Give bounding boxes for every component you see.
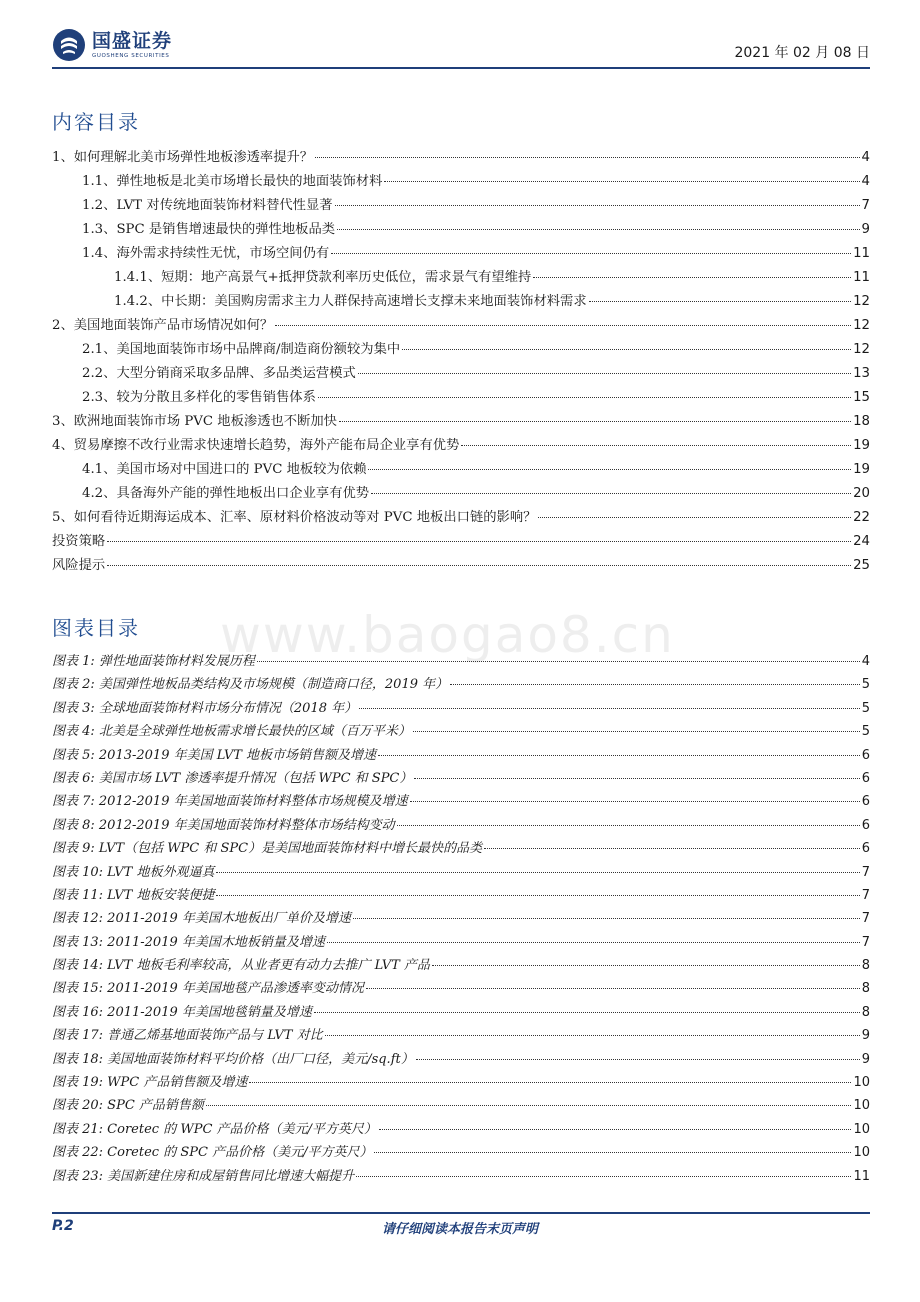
toc-entry-page: 4 — [861, 150, 870, 165]
dot-leader — [379, 1129, 852, 1130]
logo-name-cn: 国盛证券 — [92, 30, 173, 52]
dot-leader — [339, 421, 851, 422]
toc-entry-page: 22 — [853, 510, 870, 525]
table-of-contents — [52, 146, 870, 578]
figure-entry-label: 图表 16: 2011-2019 年美国地毯销量及增速 — [52, 1004, 312, 1020]
figure-entry[interactable] — [52, 744, 870, 767]
dot-leader — [325, 1035, 860, 1036]
toc-entry-label: 1.1、弹性地板是北美市场增长最快的地面装饰材料 — [82, 174, 383, 189]
figure-entry-page: 10 — [853, 1145, 870, 1161]
figure-entry[interactable] — [52, 673, 870, 696]
dot-leader — [335, 205, 860, 206]
dot-leader — [366, 988, 860, 989]
toc-entry-label: 4.2、具备海外产能的弹性地板出口企业享有优势 — [82, 486, 370, 501]
figure-entry[interactable] — [52, 1024, 870, 1047]
dot-leader — [410, 801, 860, 802]
toc-entry[interactable] — [52, 146, 870, 170]
figure-entry[interactable] — [52, 650, 870, 673]
toc-entry-label: 2、美国地面装饰产品市场情况如何？ — [52, 318, 274, 333]
toc-entry-label: 2.2、大型分销商采取多品牌、多品类运营模式 — [82, 366, 356, 381]
dot-leader — [331, 253, 851, 254]
toc-entry-label: 1、如何理解北美市场弹性地板渗透率提升？ — [52, 150, 314, 165]
figure-entry-page: 6 — [861, 770, 870, 786]
figure-entry-label: 图表 5: 2013-2019 年美国 LVT 地板市场销售额及增速 — [52, 747, 377, 763]
figure-entry[interactable] — [52, 697, 870, 720]
dot-leader — [107, 565, 851, 566]
dot-leader — [315, 157, 859, 158]
figure-entry[interactable] — [52, 837, 870, 860]
dot-leader — [413, 731, 860, 732]
toc-entry-label: 1.4、海外需求持续性无忧，市场空间仍有 — [82, 246, 330, 261]
toc-entry-page: 19 — [853, 462, 870, 477]
toc-entry[interactable] — [52, 386, 870, 410]
toc-entry[interactable] — [52, 266, 870, 290]
toc-entry-page: 4 — [861, 174, 870, 189]
figure-entry-page: 6 — [861, 794, 870, 810]
figure-entry-page: 7 — [861, 864, 870, 880]
dot-leader — [356, 1176, 851, 1177]
toc-entry-label: 投资策略 — [52, 534, 106, 549]
figure-entry-label: 图表 4: 北美是全球弹性地板需求增长最快的区域（百万平米） — [52, 724, 411, 740]
toc-entry-page: 11 — [853, 270, 870, 285]
figure-entry-label: 图表 20: SPC 产品销售额 — [52, 1098, 204, 1114]
toc-entry[interactable] — [52, 170, 870, 194]
figure-entry-label: 图表 1: 弹性地面装饰材料发展历程 — [52, 654, 255, 669]
figure-entry-label: 图表 8: 2012-2019 年美国地面装饰材料整体市场结构变动 — [52, 817, 395, 833]
toc-entry-page: 12 — [853, 318, 870, 333]
dot-leader — [368, 469, 851, 470]
toc-entry-page: 15 — [853, 390, 870, 405]
toc-entry-page: 12 — [853, 342, 870, 357]
toc-entry[interactable] — [52, 482, 870, 506]
toc-entry-label: 4.1、美国市场对中国进口的 PVC 地板较为依赖 — [82, 462, 367, 477]
figure-entry[interactable] — [52, 907, 870, 930]
dot-leader — [378, 755, 860, 756]
dot-leader — [337, 229, 859, 230]
figure-entry[interactable] — [52, 1141, 870, 1164]
figure-entry-page: 4 — [861, 654, 870, 669]
toc-entry[interactable] — [52, 290, 870, 314]
figure-entry-page: 5 — [861, 700, 870, 716]
toc-entry-page: 12 — [853, 294, 870, 309]
figure-entry-page: 8 — [861, 958, 870, 974]
figure-entry[interactable] — [52, 814, 870, 837]
dot-leader — [402, 349, 851, 350]
figure-entry-label: 图表 6: 美国市场 LVT 渗透率提升情况（包括 WPC 和 SPC） — [52, 770, 413, 786]
figure-entry-label: 图表 7: 2012-2019 年美国地面装饰材料整体市场规模及增速 — [52, 794, 408, 810]
figure-entry-label: 图表 3: 全球地面装饰材料市场分布情况（2018 年） — [52, 700, 358, 716]
figure-entry-page: 10 — [853, 1075, 870, 1091]
figure-entry-page: 9 — [861, 1028, 870, 1044]
toc-entry[interactable] — [52, 362, 870, 386]
figure-entry-page: 8 — [861, 981, 870, 997]
toc-entry-page: 13 — [853, 366, 870, 381]
figure-entry-label: 图表 18: 美国地面装饰材料平均价格（出厂口径，美元/sq.ft） — [52, 1051, 414, 1067]
toc-entry-page: 7 — [861, 198, 870, 213]
toc-entry-label: 4、贸易摩擦不改行业需求快速增长趋势，海外产能布局企业享有优势 — [52, 438, 460, 453]
figure-entry-label: 图表 14: LVT 地板毛利率较高，从业者更有动力去推广 LVT 产品 — [52, 958, 430, 974]
dot-leader — [359, 708, 860, 709]
figure-entry-page: 5 — [861, 677, 870, 693]
toc-entry-label: 1.2、LVT 对传统地面装饰材料替代性显著 — [82, 198, 333, 213]
toc-entry-label: 风险提示 — [52, 558, 106, 573]
dot-leader — [414, 778, 859, 779]
figure-entry-label: 图表 12: 2011-2019 年美国木地板出厂单价及增速 — [52, 911, 351, 927]
dot-leader — [538, 517, 851, 518]
guosheng-logo-icon — [52, 28, 86, 62]
figure-entry[interactable] — [52, 954, 870, 977]
toc-entry[interactable] — [52, 314, 870, 338]
toc-entry[interactable] — [52, 506, 870, 530]
figure-entry[interactable] — [52, 1001, 870, 1024]
dot-leader — [216, 872, 859, 873]
dot-leader — [461, 445, 851, 446]
figure-entry-label: 图表 2: 美国弹性地板品类结构及市场规模（制造商口径，2019 年） — [52, 677, 449, 693]
figure-entry[interactable] — [52, 1094, 870, 1117]
toc-entry-label: 1.4.2、中长期：美国购房需求主力人群保持高速增长支撑未来地面装饰材料需求 — [114, 294, 587, 309]
figure-entry[interactable] — [52, 931, 870, 954]
dot-leader — [371, 493, 851, 494]
toc-entry[interactable] — [52, 530, 870, 554]
toc-entry[interactable] — [52, 218, 870, 242]
figure-entry-label: 图表 10: LVT 地板外观逼真 — [52, 864, 215, 880]
figure-entry[interactable] — [52, 720, 870, 743]
figure-entry-page: 7 — [861, 911, 870, 927]
page-header — [52, 28, 870, 68]
dot-leader — [358, 373, 851, 374]
toc-entry[interactable] — [52, 554, 870, 578]
toc-entry-page: 24 — [853, 534, 870, 549]
toc-entry-page: 9 — [861, 222, 870, 237]
report-date: 2021 年 02 月 08 日 — [734, 45, 870, 61]
toc-entry[interactable] — [52, 410, 870, 434]
figure-entry-page: 5 — [861, 724, 870, 740]
figure-entry-label: 图表 21: Coretec 的 WPC 产品价格（美元/平方英尺） — [52, 1121, 377, 1137]
figure-entry-page: 6 — [861, 817, 870, 833]
dot-leader — [257, 661, 860, 662]
figure-entry-label: 图表 9: LVT（包括 WPC 和 SPC）是美国地面装饰材料中增长最快的品类 — [52, 841, 483, 857]
dot-leader — [432, 965, 860, 966]
figure-entry-page: 9 — [861, 1051, 870, 1067]
dot-leader — [314, 1012, 860, 1013]
toc-entry[interactable] — [52, 242, 870, 266]
figure-list-title: 图表目录 — [52, 616, 140, 640]
figure-entry-label: 图表 23: 美国新建住房和成屋销售同比增速大幅提升 — [52, 1168, 355, 1184]
figure-entry[interactable] — [52, 1048, 870, 1071]
figure-list — [52, 650, 870, 1188]
figure-entry[interactable] — [52, 1071, 870, 1094]
toc-entry[interactable] — [52, 458, 870, 482]
toc-entry[interactable] — [52, 338, 870, 362]
toc-entry-page: 25 — [853, 558, 870, 573]
dot-leader — [327, 942, 860, 943]
header-divider — [52, 67, 870, 69]
toc-entry-label: 1.3、SPC 是销售增速最快的弹性地板品类 — [82, 222, 336, 237]
figure-entry-label: 图表 22: Coretec 的 SPC 产品价格（美元/平方英尺） — [52, 1145, 373, 1161]
toc-entry[interactable] — [52, 434, 870, 458]
dot-leader — [416, 1059, 860, 1060]
figure-entry[interactable] — [52, 1118, 870, 1141]
figure-entry-page: 7 — [861, 934, 870, 950]
figure-entry-label: 图表 15: 2011-2019 年美国地毯产品渗透率变动情况 — [52, 981, 364, 997]
figure-entry-page: 10 — [853, 1121, 870, 1137]
toc-entry-label: 5、如何看待近期海运成本、汇率、原材料价格波动等对 PVC 地板出口链的影响？ — [52, 510, 537, 525]
figure-entry[interactable] — [52, 1165, 870, 1188]
toc-title: 内容目录 — [52, 110, 140, 134]
dot-leader — [275, 325, 851, 326]
toc-entry-label: 2.3、较为分散且多样化的零售销售体系 — [82, 390, 316, 405]
figure-entry[interactable] — [52, 977, 870, 1000]
figure-entry[interactable] — [52, 884, 870, 907]
dot-leader — [384, 181, 859, 182]
toc-entry-page: 18 — [853, 414, 870, 429]
toc-entry-label: 3、欧洲地面装饰市场 PVC 地板渗透也不断加快 — [52, 414, 337, 429]
figure-entry[interactable] — [52, 861, 870, 884]
footer-divider — [52, 1212, 870, 1214]
toc-entry-page: 11 — [853, 246, 870, 261]
figure-entry-label: 图表 13: 2011-2019 年美国木地板销量及增速 — [52, 934, 325, 950]
dot-leader — [374, 1152, 851, 1153]
disclaimer-note: 请仔细阅读本报告末页声明 — [381, 1222, 538, 1237]
figure-entry-page: 11 — [853, 1168, 870, 1184]
dot-leader — [249, 1082, 851, 1083]
toc-entry-page: 19 — [853, 438, 870, 453]
toc-entry[interactable] — [52, 194, 870, 218]
dot-leader — [484, 848, 860, 849]
figure-entry-page: 8 — [861, 1004, 870, 1020]
figure-entry-page: 6 — [861, 747, 870, 763]
figure-entry-label: 图表 17: 普通乙烯基地面装饰产品与 LVT 对比 — [52, 1028, 323, 1044]
figure-entry-page: 6 — [861, 841, 870, 857]
dot-leader — [353, 918, 860, 919]
watermark: www.baogao8.cn — [220, 606, 675, 664]
figure-entry[interactable] — [52, 767, 870, 790]
dot-leader — [450, 684, 860, 685]
figure-entry-label: 图表 19: WPC 产品销售额及增速 — [52, 1075, 248, 1091]
dot-leader — [397, 825, 860, 826]
figure-entry-page: 7 — [861, 887, 870, 903]
dot-leader — [533, 277, 851, 278]
dot-leader — [589, 301, 851, 302]
figure-entry-label: 图表 11: LVT 地板安装便捷 — [52, 887, 215, 903]
dot-leader — [107, 541, 851, 542]
company-logo — [52, 28, 172, 62]
toc-entry-page: 20 — [853, 486, 870, 501]
figure-entry-page: 10 — [853, 1098, 870, 1114]
figure-entry[interactable] — [52, 790, 870, 813]
dot-leader — [206, 1105, 852, 1106]
page-number: P.2 — [52, 1218, 74, 1234]
toc-entry-label: 2.1、美国地面装饰市场中品牌商/制造商份额较为集中 — [82, 342, 401, 357]
toc-entry-label: 1.4.1、短期：地产高景气+抵押贷款利率历史低位，需求景气有望维持 — [114, 270, 532, 285]
dot-leader — [216, 895, 859, 896]
dot-leader — [318, 397, 851, 398]
logo-name-en: GUOSHENG SECURITIES — [92, 53, 170, 59]
